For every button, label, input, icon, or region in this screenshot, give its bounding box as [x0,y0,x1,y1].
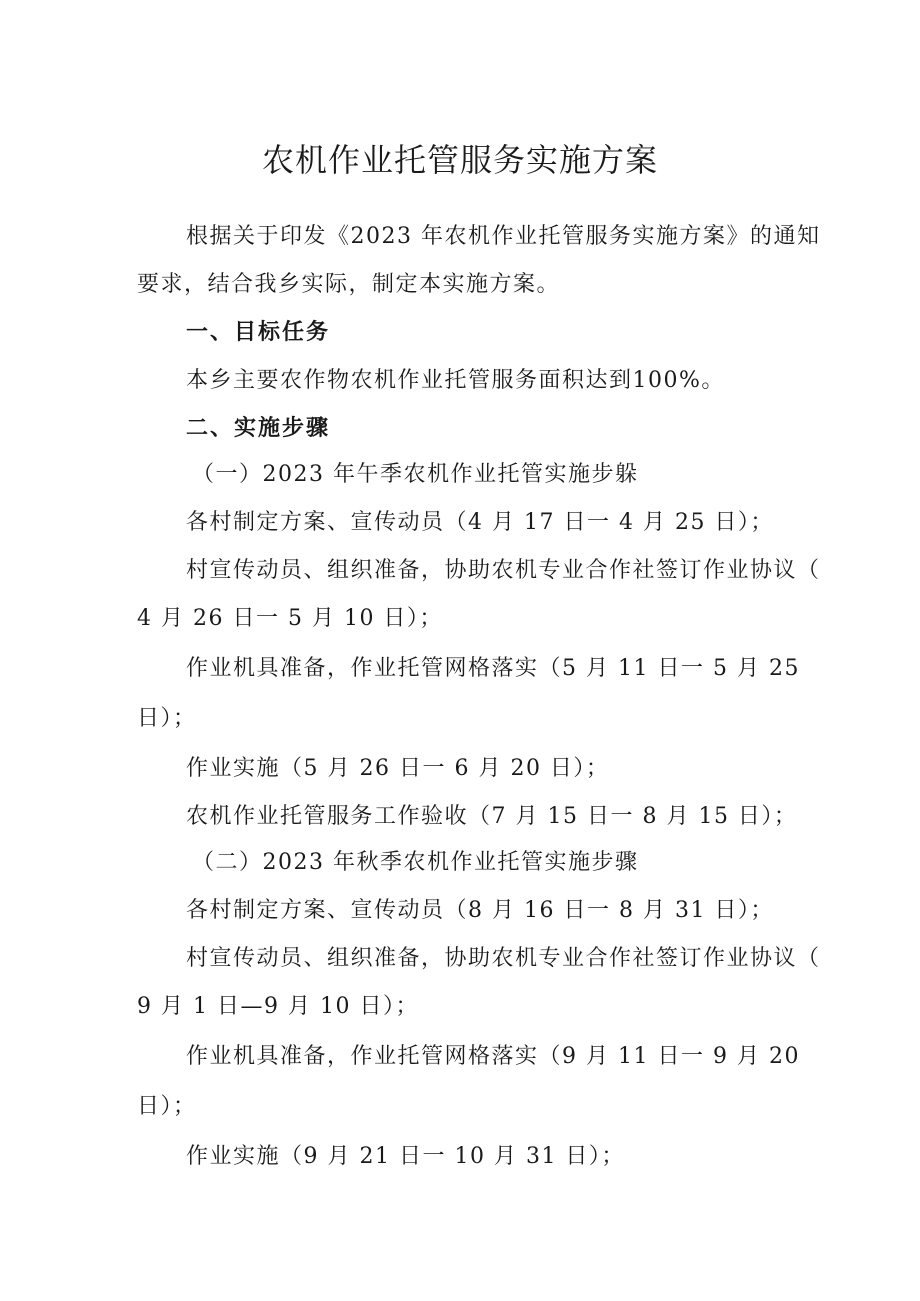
intro-line-1: 根据关于印发《2023 年农机作业托管服务实施方案》的通知 [186,224,821,249]
summer-step-5: 农机作业托管服务工作验收（7 月 15 日一 8 月 15 日）； [186,804,798,829]
summer-step-1: 各村制定方案、宣传动员（4 月 17 日一 4 月 25 日）； [186,510,774,535]
intro-line-2: 要求，结合我乡实际，制定本实施方案。 [137,272,561,297]
summer-step-2: 村宣传动员、组织准备，协助农机专业合作社签订作业协议（ [186,558,821,583]
autumn-step-1: 各村制定方案、宣传动员（8 月 16 日一 8 月 31 日）； [186,898,774,923]
summer-step-2-cont: 4 月 26 日一 5 月 10 日）； [137,606,443,631]
subsection-heading-summer: （一）2023 年午季农机作业托管实施步躲 [192,462,639,487]
autumn-step-2: 村宣传动员、组织准备，协助农机专业合作社签订作业协议（ [186,946,821,971]
summer-step-4: 作业实施（5 月 26 日一 6 月 20 日）； [186,756,610,781]
autumn-step-4: 作业实施（9 月 21 日一 10 月 31 日）； [186,1144,625,1169]
document-title: 农机作业托管服务实施方案 [261,141,658,179]
summer-step-3-cont: 日）； [137,706,197,731]
autumn-step-3: 作业机具准备，作业托管网格落实（9 月 11 日一 9 月 20 [186,1044,800,1069]
section-body-goals: 本乡主要农作物农机作业托管服务面积达到100%。 [186,368,725,393]
section-heading-goals: 一、目标任务 [186,320,331,345]
summer-step-3: 作业机具准备，作业托管网格落实（5 月 11 日一 5 月 25 [186,656,800,681]
autumn-step-2-cont: 9 月 1 日—9 月 10 日）； [137,994,419,1019]
subsection-heading-autumn: （二）2023 年秋季农机作业托管实施步骤 [192,850,639,875]
autumn-step-3-cont: 日）； [137,1094,197,1119]
section-heading-steps: 二、实施步骤 [186,416,331,441]
